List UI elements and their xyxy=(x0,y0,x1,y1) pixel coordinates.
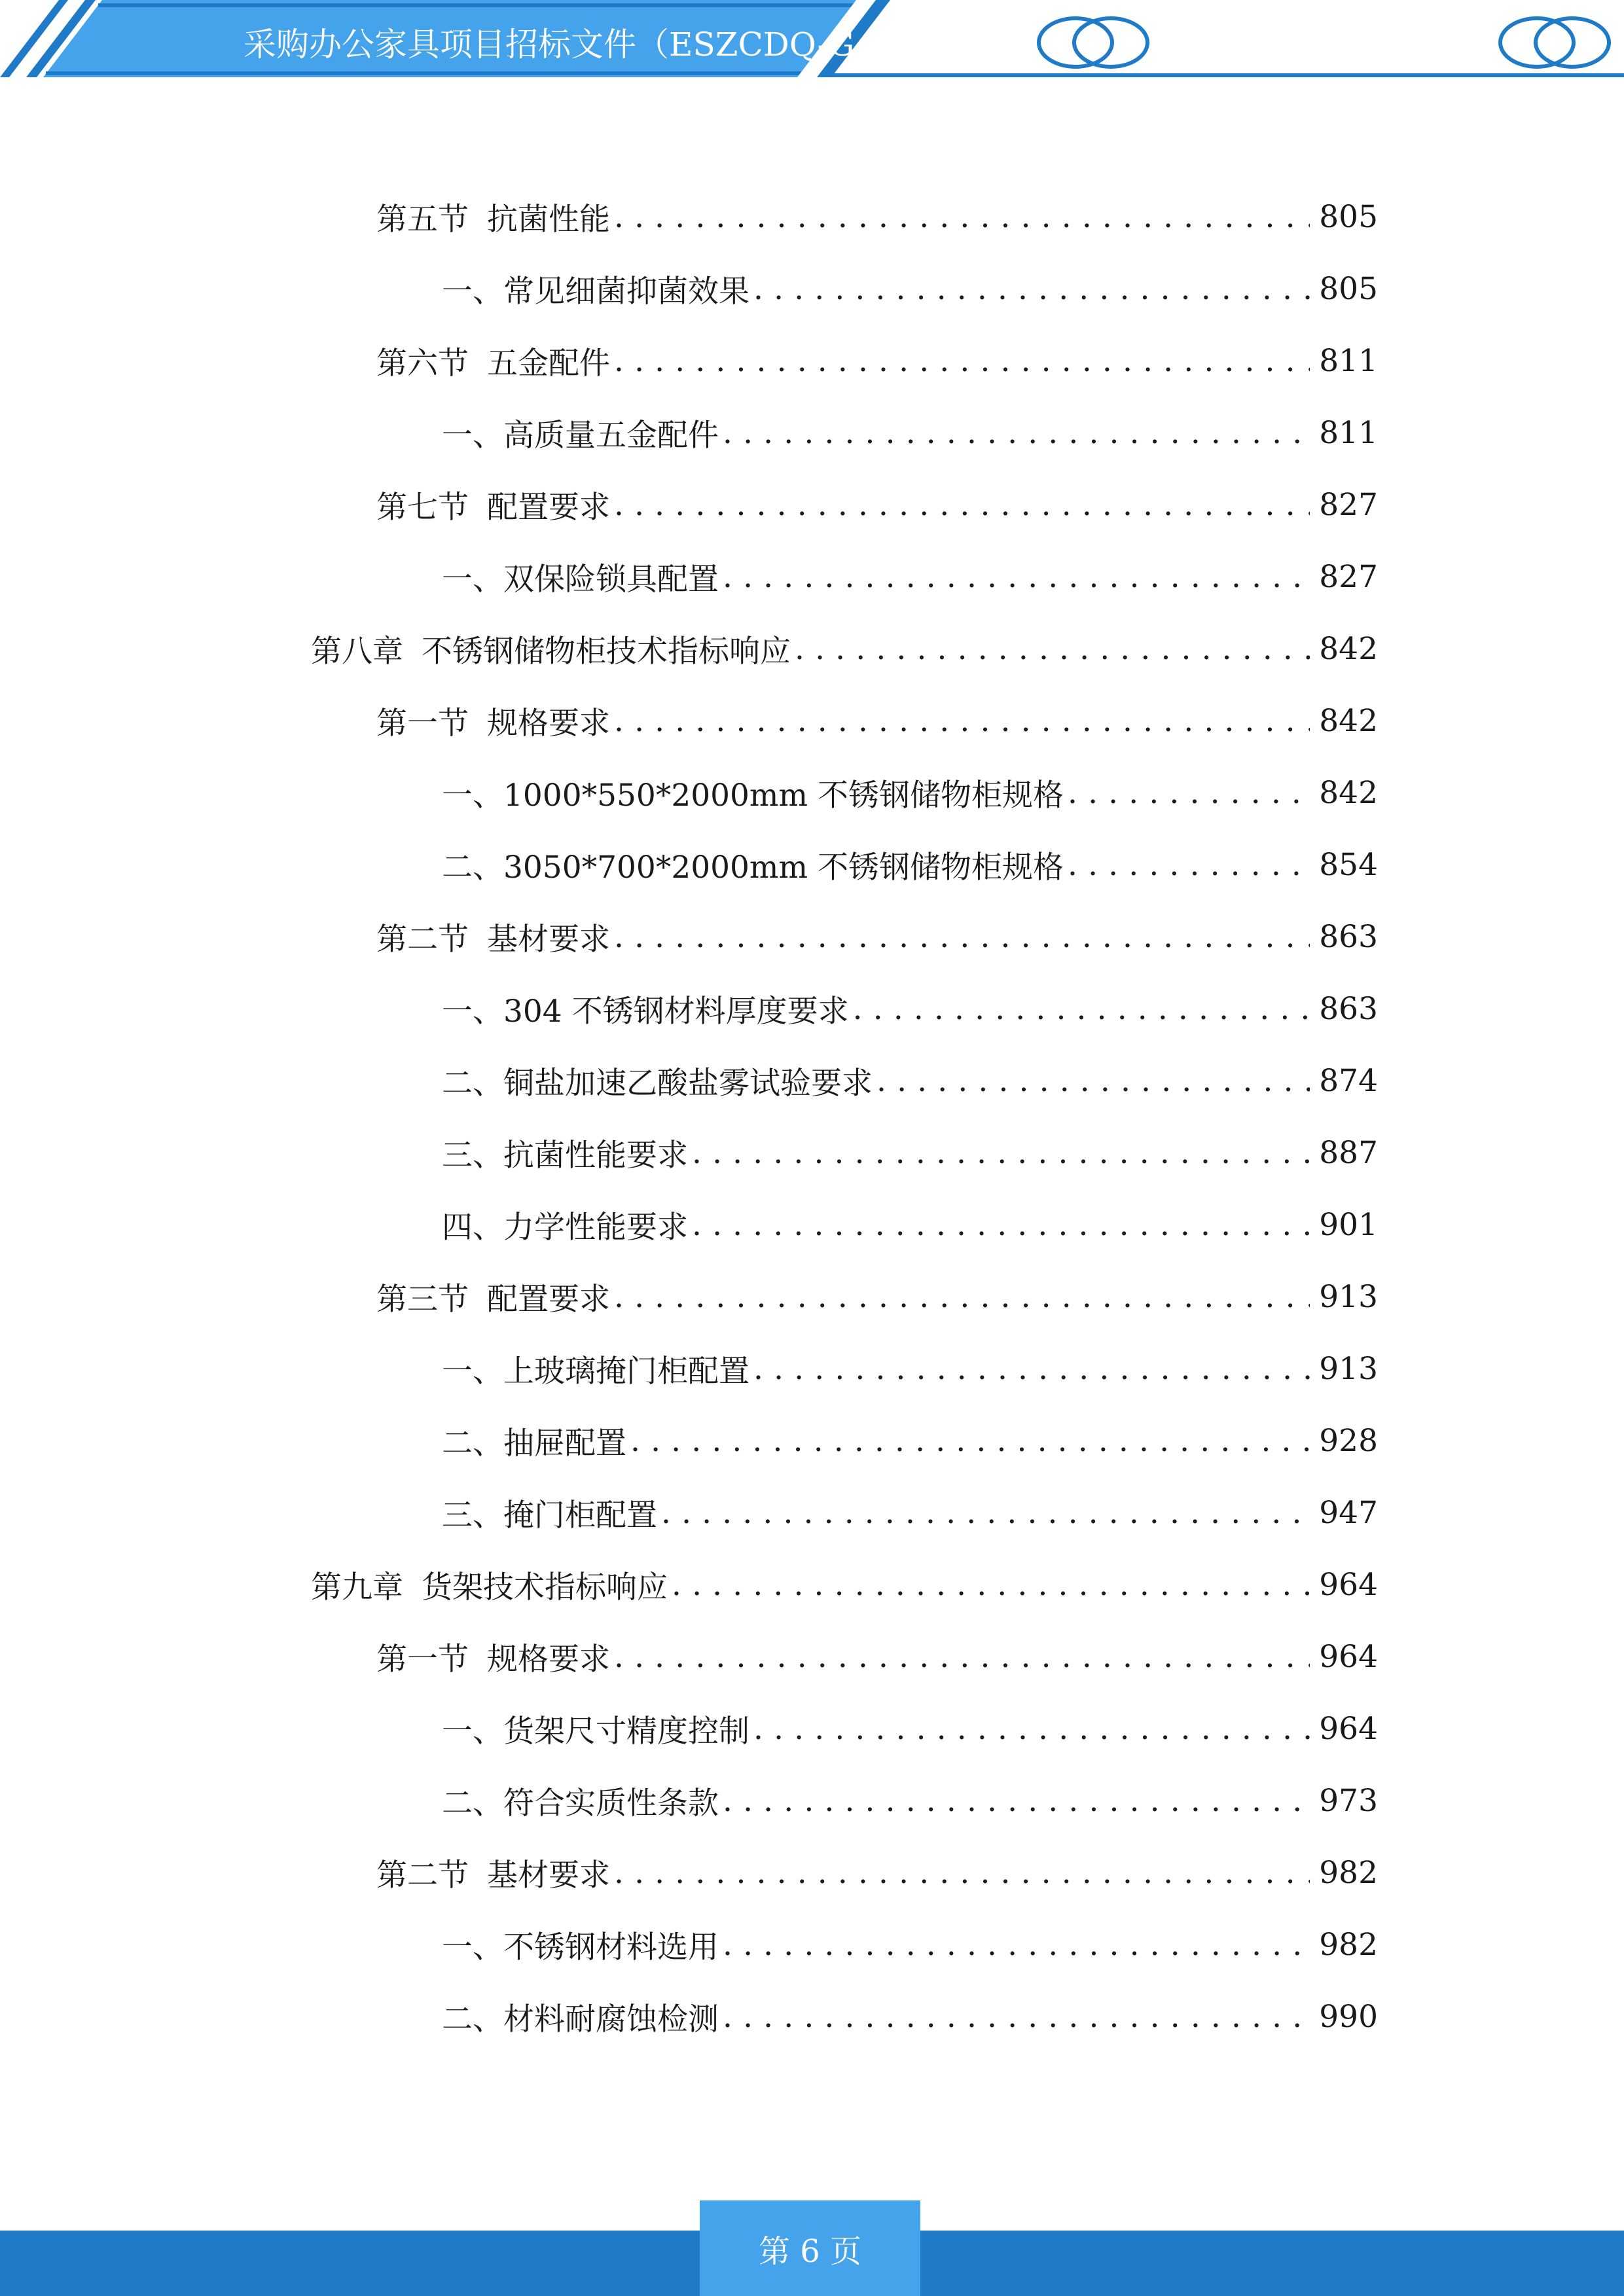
toc-leader-dots xyxy=(614,1639,1310,1675)
header-title: 采购办公家具项目招标文件（ESZCDQ-G-H xyxy=(244,26,895,63)
toc-entry-page: 811 xyxy=(1319,342,1378,379)
toc-entry-page: 913 xyxy=(1319,1278,1378,1315)
toc-entry-page: 874 xyxy=(1319,1062,1378,1099)
toc-entry-title: 掩门柜配置 xyxy=(503,1497,657,1534)
toc-entry-page: 854 xyxy=(1319,846,1378,883)
toc-entry-number: 第二节 xyxy=(376,921,469,958)
toc-entry-number: 三、 xyxy=(442,1497,503,1534)
toc-entry[interactable] xyxy=(376,1274,1378,1319)
toc-entry[interactable] xyxy=(442,1490,1378,1535)
toc-entry-number: 四、 xyxy=(442,1209,503,1246)
toc-entry-number: 一、 xyxy=(442,1713,503,1749)
toc-entry-page: 964 xyxy=(1319,1638,1378,1675)
toc-entry-page: 863 xyxy=(1319,918,1378,955)
toc-leader-dots xyxy=(723,1783,1310,1819)
toc-leader-dots xyxy=(723,559,1310,595)
toc-leader-dots xyxy=(614,199,1310,235)
toc-entry[interactable] xyxy=(442,1706,1378,1751)
toc-entry-page: 901 xyxy=(1319,1206,1378,1243)
toc-entry[interactable] xyxy=(442,1994,1378,2039)
toc-leader-dots xyxy=(692,1135,1310,1171)
toc-entry-number: 第一节 xyxy=(376,1641,469,1677)
toc-leader-dots xyxy=(723,1999,1310,2035)
toc-entry-title: 货架技术指标响应 xyxy=(422,1569,668,1605)
toc-entry[interactable] xyxy=(376,338,1378,384)
toc-entry-page: 863 xyxy=(1319,990,1378,1027)
toc-leader-dots xyxy=(661,1495,1310,1531)
toc-entry-page: 827 xyxy=(1319,558,1378,595)
toc-leader-dots xyxy=(672,1567,1310,1603)
toc-entry[interactable] xyxy=(376,1634,1378,1679)
toc-leader-dots xyxy=(723,415,1310,451)
toc-leader-dots xyxy=(723,1927,1310,1963)
toc-entry-page: 827 xyxy=(1319,486,1378,523)
toc-entry-page: 913 xyxy=(1319,1350,1378,1387)
toc-entry-title: 1000*550*2000mm 不锈钢储物柜规格 xyxy=(503,777,1064,814)
toc-leader-dots xyxy=(753,1711,1310,1747)
toc-leader-dots xyxy=(614,703,1310,739)
toc-entry-number: 一、 xyxy=(442,273,503,310)
toc-entry-number: 第七节 xyxy=(376,489,469,526)
toc-entry-number: 一、 xyxy=(442,1353,503,1390)
toc-entry-title: 常见细菌抑菌效果 xyxy=(503,273,749,310)
toc-entry[interactable] xyxy=(442,1418,1378,1463)
toc-entry[interactable] xyxy=(376,1850,1378,1895)
double-ring-logo-icon xyxy=(1492,13,1617,72)
toc-leader-dots xyxy=(614,1855,1310,1891)
toc-entry-page: 805 xyxy=(1319,198,1378,235)
toc-entry-page: 982 xyxy=(1319,1854,1378,1891)
toc-entry[interactable] xyxy=(442,1130,1378,1175)
toc-entry-number: 第九章 xyxy=(311,1569,403,1605)
toc-entry-title: 基材要求 xyxy=(487,1857,610,1893)
toc-entry[interactable] xyxy=(311,626,1378,672)
toc-entry-page: 982 xyxy=(1319,1926,1378,1963)
toc-entry-number: 二、 xyxy=(442,1425,503,1462)
toc-leader-dots xyxy=(614,919,1310,955)
toc-entry-page: 811 xyxy=(1319,414,1378,451)
toc-entry-page: 887 xyxy=(1319,1134,1378,1171)
toc-entry-number: 二、 xyxy=(442,1785,503,1821)
toc-entry-page: 805 xyxy=(1319,270,1378,307)
toc-leader-dots xyxy=(1068,847,1310,883)
toc-entry[interactable] xyxy=(376,482,1378,528)
toc-entry[interactable] xyxy=(442,1202,1378,1247)
toc-entry-number: 第八章 xyxy=(311,633,403,670)
toc-entry-page: 964 xyxy=(1319,1566,1378,1603)
toc-entry[interactable] xyxy=(442,986,1378,1031)
toc-entry-number: 三、 xyxy=(442,1137,503,1174)
toc-entry[interactable] xyxy=(442,1058,1378,1103)
toc-leader-dots xyxy=(795,631,1310,667)
toc-entry-title: 铜盐加速乙酸盐雾试验要求 xyxy=(503,1065,873,1102)
toc-entry-page: 964 xyxy=(1319,1710,1378,1747)
toc-entry[interactable] xyxy=(376,914,1378,960)
toc-entry[interactable] xyxy=(442,770,1378,816)
toc-entry-title: 高质量五金配件 xyxy=(503,417,719,454)
toc-entry-title: 3050*700*2000mm 不锈钢储物柜规格 xyxy=(503,849,1064,886)
toc-leader-dots xyxy=(1068,775,1310,811)
toc-entry-number: 一、 xyxy=(442,993,503,1030)
toc-leader-dots xyxy=(614,343,1310,379)
toc-entry-title: 抗菌性能 xyxy=(487,201,610,238)
toc-entry[interactable] xyxy=(442,410,1378,456)
toc-entry-number: 第三节 xyxy=(376,1281,469,1318)
toc-entry-number: 一、 xyxy=(442,777,503,814)
toc-entry[interactable] xyxy=(376,698,1378,744)
toc-entry-title: 规格要求 xyxy=(487,1641,610,1677)
toc-entry-title: 双保险锁具配置 xyxy=(503,561,719,598)
toc-entry-number: 一、 xyxy=(442,561,503,598)
toc-leader-dots xyxy=(630,1423,1310,1459)
toc-entry-title: 不锈钢储物柜技术指标响应 xyxy=(422,633,791,670)
toc-entry-title: 不锈钢材料选用 xyxy=(503,1929,719,1965)
toc-entry-number: 二、 xyxy=(442,849,503,886)
double-ring-logo-icon xyxy=(1031,13,1155,72)
toc-entry[interactable] xyxy=(442,1922,1378,1967)
toc-entry[interactable] xyxy=(442,1778,1378,1823)
page-header xyxy=(0,0,1624,85)
toc-leader-dots xyxy=(876,1063,1310,1099)
toc-entry[interactable] xyxy=(311,1562,1378,1607)
toc-entry-page: 842 xyxy=(1319,702,1378,739)
toc-entry-title: 规格要求 xyxy=(487,705,610,742)
toc-entry-title: 抽屉配置 xyxy=(503,1425,626,1462)
toc-entry-number: 一、 xyxy=(442,1929,503,1965)
toc-leader-dots xyxy=(753,1351,1310,1387)
toc-entry-title: 抗菌性能要求 xyxy=(503,1137,688,1174)
toc-entry-number: 第二节 xyxy=(376,1857,469,1893)
toc-entry-title: 符合实质性条款 xyxy=(503,1785,719,1821)
toc-leader-dots xyxy=(692,1207,1310,1243)
toc-entry-number: 第五节 xyxy=(376,201,469,238)
toc-entry-page: 990 xyxy=(1319,1998,1378,2035)
toc-entry[interactable] xyxy=(442,266,1378,312)
toc-leader-dots xyxy=(853,991,1310,1027)
toc-leader-dots xyxy=(614,487,1310,523)
toc-entry-number: 二、 xyxy=(442,1065,503,1102)
toc-entry-number: 二、 xyxy=(442,2001,503,2037)
toc-entry-number: 一、 xyxy=(442,417,503,454)
toc-entry-page: 842 xyxy=(1319,630,1378,667)
toc-entry-title: 力学性能要求 xyxy=(503,1209,688,1246)
toc-entry-page: 928 xyxy=(1319,1422,1378,1459)
toc-entry-page: 842 xyxy=(1319,774,1378,811)
toc-entry-page: 947 xyxy=(1319,1494,1378,1531)
toc-entry[interactable] xyxy=(442,1346,1378,1391)
toc-entry-page: 973 xyxy=(1319,1782,1378,1819)
toc-entry-title: 货架尺寸精度控制 xyxy=(503,1713,749,1749)
toc-entry-title: 配置要求 xyxy=(487,1281,610,1318)
toc-leader-dots xyxy=(614,1279,1310,1315)
page-number: 第 6 页 xyxy=(700,2200,920,2296)
toc-entry-number: 第六节 xyxy=(376,345,469,382)
toc-entry-title: 配置要求 xyxy=(487,489,610,526)
toc-entry[interactable] xyxy=(442,554,1378,600)
toc-entry-title: 五金配件 xyxy=(487,345,610,382)
toc-entry[interactable] xyxy=(376,194,1378,240)
toc-entry-title: 材料耐腐蚀检测 xyxy=(503,2001,719,2037)
toc-entry[interactable] xyxy=(442,842,1378,888)
toc-entry-title: 基材要求 xyxy=(487,921,610,958)
toc-leader-dots xyxy=(753,271,1310,307)
toc-entry-number: 第一节 xyxy=(376,705,469,742)
toc-entry-title: 304 不锈钢材料厚度要求 xyxy=(503,993,849,1030)
toc-entry-title: 上玻璃掩门柜配置 xyxy=(503,1353,749,1390)
